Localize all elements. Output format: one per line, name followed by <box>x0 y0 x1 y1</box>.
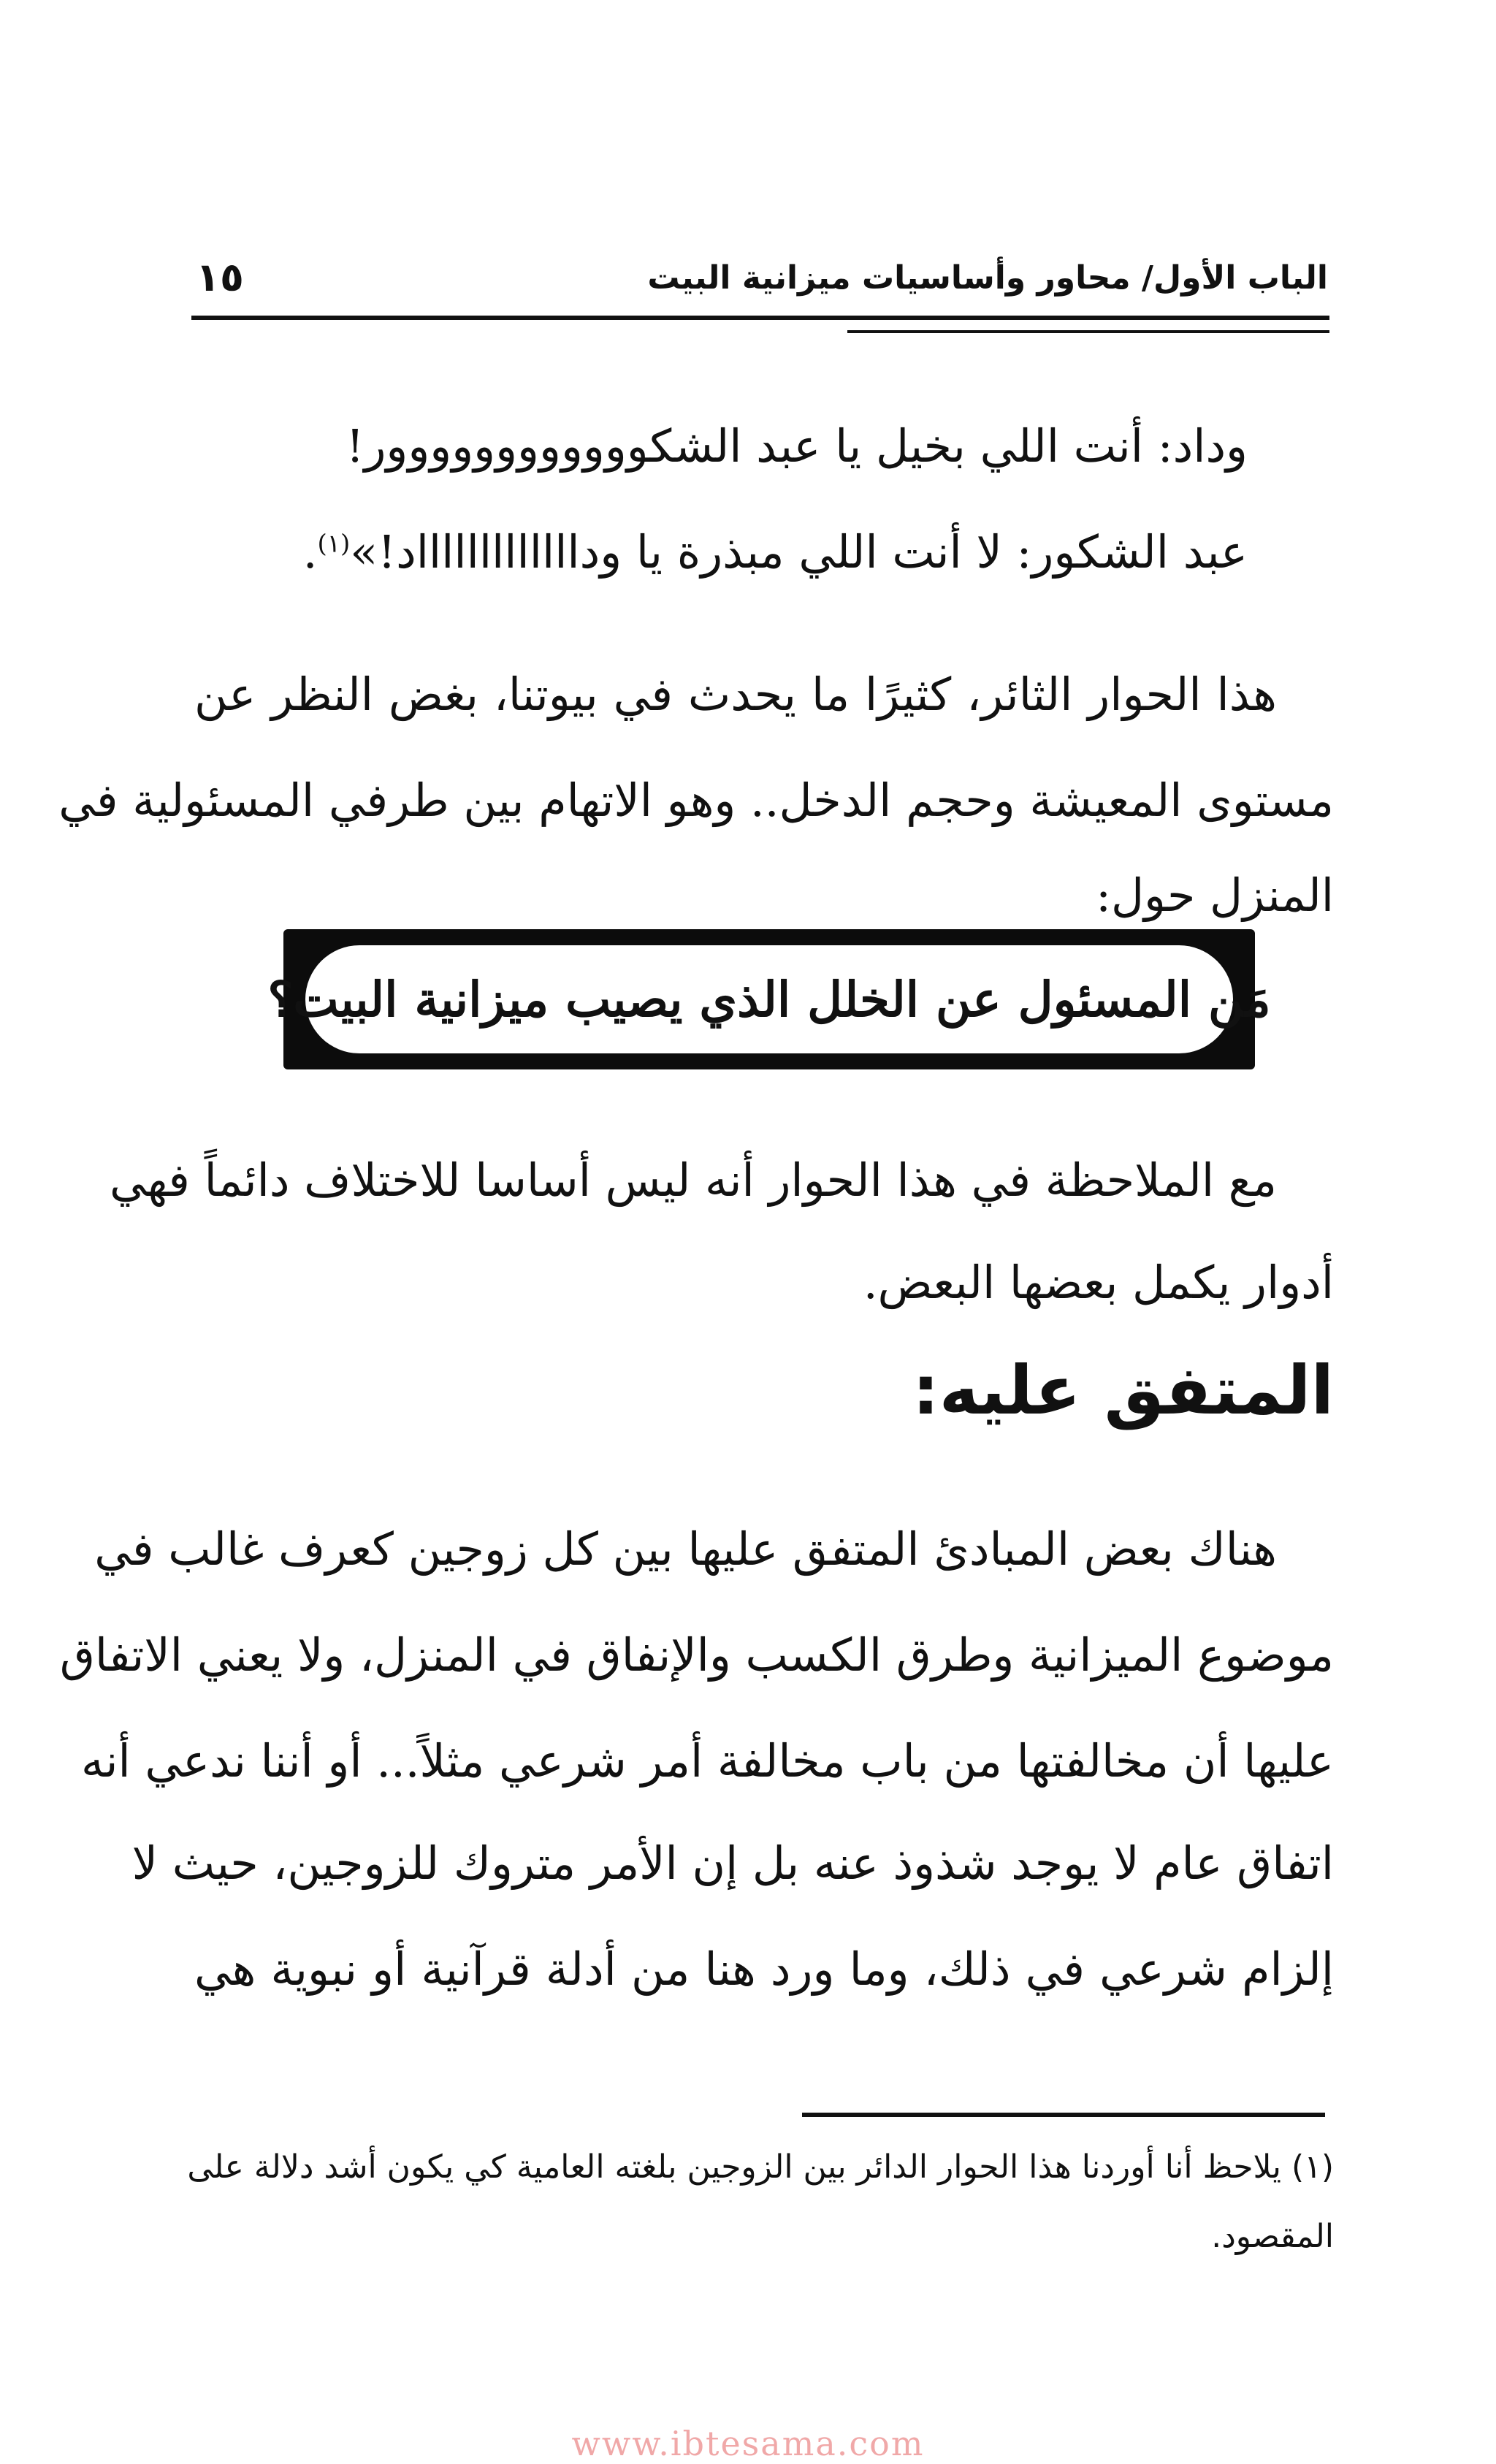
footnote-line: المقصود. <box>1211 2218 1334 2255</box>
header-rule-secondary <box>847 330 1329 333</box>
watermark: www.ibtesama.com <box>571 2424 925 2463</box>
running-header-title: الباب الأول/ محاور وأساسيات ميزانية البيت <box>647 259 1328 297</box>
paragraph-line: إلزام شرعي في ذلك، وما ورد هنا من أدلة قرآنية أو نبوية هي <box>194 1942 1334 1996</box>
footnote-rule <box>802 2113 1325 2117</box>
section-heading: المتفق عليه: <box>912 1351 1334 1430</box>
paragraph-line: مستوى المعيشة وحجم الدخل.. وهو الاتهام بين طرفي المسئولية في <box>58 774 1334 827</box>
paragraph-line: اتفاق عام لا يوجد شذوذ عنه بل إن الأمر متروك للزوجين، حيث لا <box>131 1836 1334 1890</box>
paragraph-line: عليها أن مخالفتها من باب مخالفة أمر شرعي مثلاً... أو أننا ندعي أنه <box>81 1734 1334 1788</box>
paragraph-line: مع الملاحظة في هذا الحوار أنه ليس أساسا للاختلاف دائماً فهي <box>110 1153 1277 1207</box>
footnote-line: (١) يلاحظ أنا أوردنا هذا الحوار الدائر بين الزوجين بلغته العامية كي يكون أشد دلالة على <box>187 2148 1334 2186</box>
page-number: ١٥ <box>196 254 244 300</box>
dialogue-text: وداد: أنت اللي بخيل يا عبد الشكوووووووووووور! <box>346 419 1248 473</box>
dialogue-line <box>225 419 1248 473</box>
paragraph-line: هذا الحوار الثائر، كثيرًا ما يحدث في بيوتنا، بغض النظر عن <box>194 668 1277 721</box>
footnote-marker: (١) <box>317 529 351 559</box>
paragraph-line: أدوار يكمل بعضها البعض. <box>863 1256 1334 1309</box>
header-rule <box>191 316 1329 320</box>
dialogue-line <box>225 525 1248 579</box>
period: . <box>302 525 318 579</box>
paragraph-line: موضوع الميزانية وطرق الكسب والإنفاق في المنزل، ولا يعني الاتفاق <box>59 1628 1334 1682</box>
dialogue-text: عبد الشكور: لا أنت اللي مبذرة يا وداااااااااااااد!» <box>350 525 1248 579</box>
paragraph-line: هناك بعض المبادئ المتفق عليها بين كل زوجين كعرف غالب في <box>94 1522 1277 1576</box>
callout-question: مَن المسئول عن الخلل الذي يصيب ميزانية البيت؟ <box>305 945 1233 1053</box>
paragraph-line: المنزل حول: <box>1096 869 1334 922</box>
